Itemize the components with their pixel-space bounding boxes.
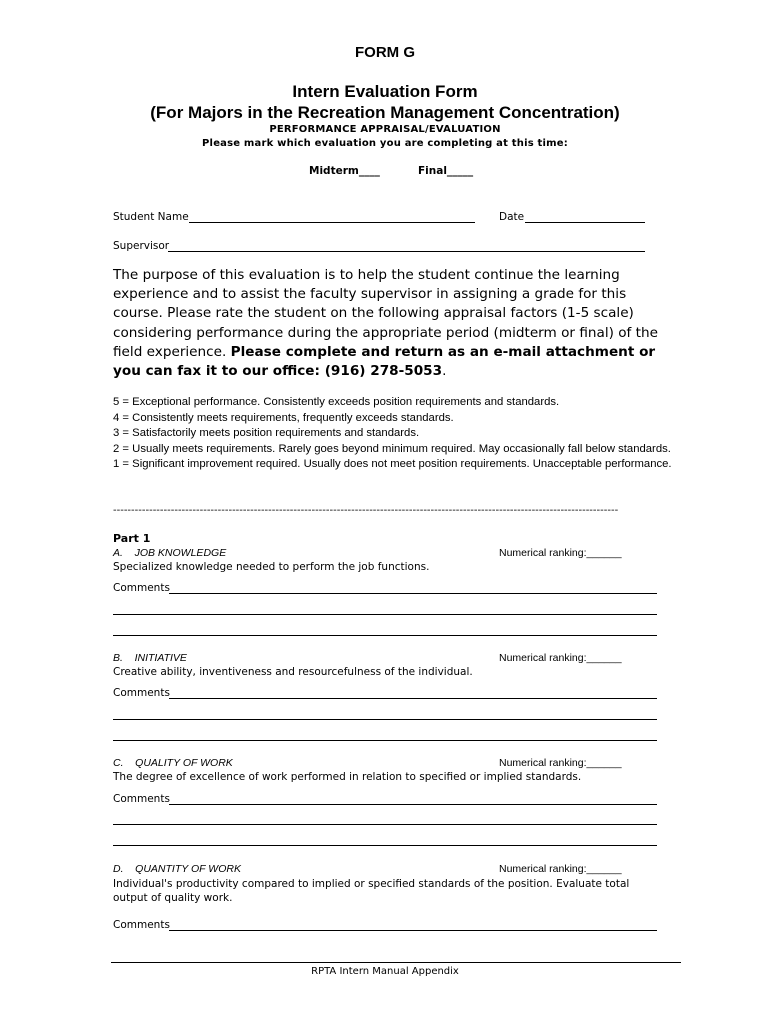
section-a-comment-line[interactable]: [113, 635, 657, 636]
date-field[interactable]: [525, 222, 645, 223]
section-c-comment-line[interactable]: [113, 824, 657, 825]
section-c-comment-line[interactable]: [113, 845, 657, 846]
section-a-ranking[interactable]: Numerical ranking:______: [499, 547, 622, 559]
section-b-title: [113, 652, 187, 664]
student-name-label: Student Name: [113, 211, 189, 223]
section-c-letter: C.: [113, 757, 124, 769]
final-option[interactable]: Final_____: [418, 165, 474, 177]
scale-item-1: 1 = Significant improvement required. Usually does not meet position requirements. Unacceptable performance.: [113, 458, 672, 471]
supervisor-field[interactable]: [168, 251, 645, 252]
appraisal-heading: PERFORMANCE APPRAISAL/EVALUATION: [269, 124, 501, 135]
section-a-name: JOB KNOWLEDGE: [134, 547, 227, 559]
section-b-name: INITIATIVE: [134, 652, 187, 664]
dashed-separator: --------------------------------------------------------------------------------------------------------------------------------------------: [113, 505, 619, 516]
section-b-description: Creative ability, inventiveness and resourcefulness of the individual.: [113, 666, 473, 678]
purpose-text: The purpose of this evaluation is to help the student continue the learning experience and to assist the faculty supervisor in assigning a grade for this course. Please rate the student on the following appraisal factors (1-5 scale) considering performance during the appropriate period (midterm or final) of the field experience.: [113, 267, 658, 360]
section-d-comment-line[interactable]: [169, 930, 657, 931]
section-b-comments-label: Comments: [113, 687, 170, 699]
section-d-ranking[interactable]: Numerical ranking:______: [499, 863, 622, 875]
footer-text: RPTA Intern Manual Appendix: [311, 966, 459, 977]
midterm-option[interactable]: Midterm____: [309, 165, 380, 177]
section-b-comment-line[interactable]: [169, 698, 657, 699]
purpose-paragraph: [113, 266, 673, 381]
section-b-comment-line[interactable]: [113, 719, 657, 720]
section-c-comment-line[interactable]: [169, 804, 657, 805]
supervisor-label: Supervisor: [113, 240, 170, 252]
section-d-name: QUANTITY OF WORK: [135, 863, 241, 875]
section-d-description: Individual's productivity compared to implied or specified standards of the position. Evaluate total output of quality work.: [113, 878, 630, 904]
section-a-comments-label: Comments: [113, 582, 170, 594]
submission-instructions: Please complete and return as an e-mail attachment or you can fax it to our office: (916) 278-5053: [113, 343, 656, 380]
section-c-title: [113, 757, 233, 769]
student-name-field[interactable]: [189, 222, 475, 223]
scale-item-5: 5 = Exceptional performance. Consistently exceeds position requirements and standards.: [113, 396, 560, 408]
form-label: FORM G: [355, 44, 415, 61]
section-a-letter: A.: [113, 547, 123, 559]
section-b-letter: B.: [113, 652, 123, 664]
rating-scale: [113, 395, 693, 473]
scale-item-4: 4 = Consistently meets requirements, frequently exceeds standards.: [113, 411, 454, 424]
section-d-title: [113, 863, 241, 875]
section-b-ranking[interactable]: Numerical ranking:______: [499, 652, 622, 664]
evaluation-instruction: Please mark which evaluation you are completing at this time:: [202, 138, 568, 149]
scale-item-3: 3 = Satisfactorily meets position requirements and standards.: [113, 427, 420, 440]
form-subtitle: (For Majors in the Recreation Management Concentration): [150, 103, 620, 122]
section-a-title: [113, 547, 226, 559]
section-c-comments-label: Comments: [113, 793, 170, 805]
form-title: Intern Evaluation Form: [292, 82, 478, 101]
section-c-name: QUALITY OF WORK: [135, 757, 233, 769]
section-c-description: The degree of excellence of work performed in relation to specified or implied standards.: [113, 771, 582, 783]
section-a-comment-line[interactable]: [169, 593, 657, 594]
section-d-comments-label: Comments: [113, 919, 170, 931]
section-b-comment-line[interactable]: [113, 740, 657, 741]
part1-heading: Part 1: [113, 532, 151, 545]
footer-divider: [111, 962, 681, 963]
section-a-comment-line[interactable]: [113, 614, 657, 615]
date-label: Date: [499, 211, 525, 223]
section-c-ranking[interactable]: Numerical ranking:______: [499, 757, 622, 769]
scale-item-2: 2 = Usually meets requirements. Rarely goes beyond minimum required. May occasionally fall below standards.: [113, 442, 671, 455]
section-d-letter: D.: [113, 863, 124, 875]
section-a-description: Specialized knowledge needed to perform the job functions.: [113, 561, 430, 573]
purpose-trailing: .: [442, 363, 447, 380]
